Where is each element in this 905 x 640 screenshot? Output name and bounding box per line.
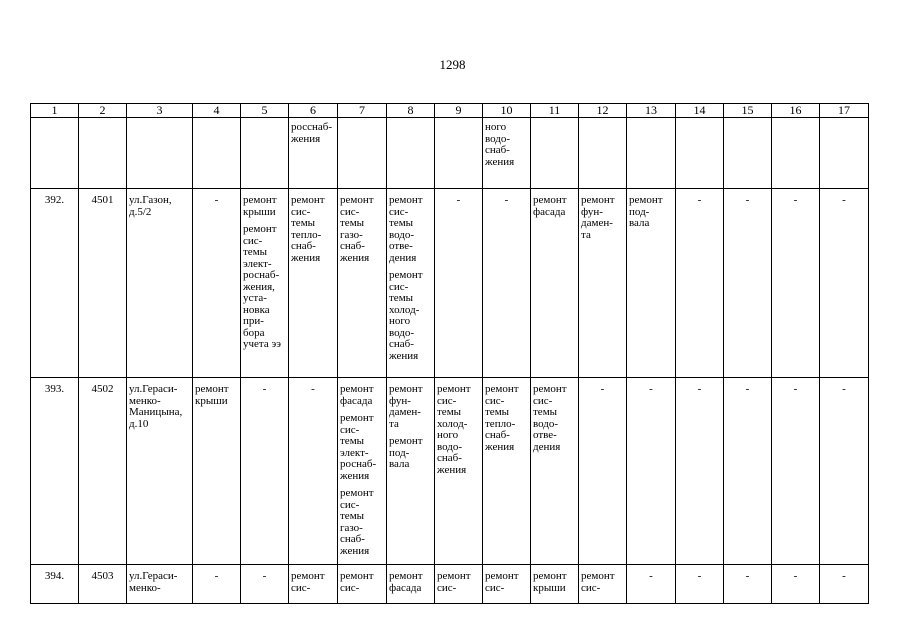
table-row <box>31 189 869 378</box>
row-number-cell: 392. <box>31 189 79 378</box>
continuation-cell-6: росснаб- жения <box>289 118 338 189</box>
column-number-12: 12 <box>579 104 627 118</box>
work-cell-15: - <box>724 189 772 378</box>
continuation-cell-12 <box>579 118 627 189</box>
work-cell-11: ремонт сис- темы водо- отве- дения <box>531 378 579 565</box>
work-cell-15: - <box>724 378 772 565</box>
work-cell-16: - <box>772 565 820 604</box>
building-code-cell: 4502 <box>79 378 127 565</box>
work-cell-14: - <box>676 189 724 378</box>
column-number-1: 1 <box>31 104 79 118</box>
continuation-cell-15 <box>724 118 772 189</box>
work-cell-7 <box>338 378 387 565</box>
continuation-row <box>31 118 869 189</box>
work-cell-5 <box>241 189 289 378</box>
work-cell-12: ремонт сис- <box>579 565 627 604</box>
work-item: ремонт под- вала <box>389 435 423 470</box>
address-cell: ул.Гераси- менко- <box>127 565 193 604</box>
work-cell-11: ремонт крыши <box>531 565 579 604</box>
page-number: 1298 <box>439 57 466 72</box>
work-cell-9: ремонт сис- <box>435 565 483 604</box>
work-cell-5: - <box>241 378 289 565</box>
table-row <box>31 565 869 604</box>
column-number-10: 10 <box>483 104 531 118</box>
work-item: ремонт сис- темы холод- ного водо- снаб- жения <box>389 269 423 362</box>
work-item: ремонт сис- темы водо- отве- дения <box>389 194 423 264</box>
work-cell-16: - <box>772 378 820 565</box>
continuation-cell-16 <box>772 118 820 189</box>
work-cell-15: - <box>724 565 772 604</box>
work-cell-16: - <box>772 189 820 378</box>
work-item: ремонт фасада <box>340 383 374 407</box>
work-cell-8 <box>387 189 435 378</box>
column-number-4: 4 <box>193 104 241 118</box>
column-number-11: 11 <box>531 104 579 118</box>
work-item: ремонт сис- темы элект- роснаб- жения <box>340 412 377 482</box>
work-cell-6: ремонт сис- <box>289 565 338 604</box>
continuation-cell-1 <box>31 118 79 189</box>
work-cell-17: - <box>820 378 869 565</box>
work-cell-5: - <box>241 565 289 604</box>
work-cell-17: - <box>820 189 869 378</box>
work-cell-10: ремонт сис- темы тепло- снаб- жения <box>483 378 531 565</box>
continuation-cell-10: ного водо- снаб- жения <box>483 118 531 189</box>
work-cell-4: ремонт крыши <box>193 378 241 565</box>
column-number-2: 2 <box>79 104 127 118</box>
building-code-cell: 4501 <box>79 189 127 378</box>
continuation-cell-4 <box>193 118 241 189</box>
continuation-cell-9 <box>435 118 483 189</box>
work-cell-10: - <box>483 189 531 378</box>
work-cell-6: - <box>289 378 338 565</box>
work-cell-6: ремонт сис- темы тепло- снаб- жения <box>289 189 338 378</box>
continuation-cell-7 <box>338 118 387 189</box>
work-cell-4: - <box>193 565 241 604</box>
column-number-5: 5 <box>241 104 289 118</box>
work-cell-8 <box>387 378 435 565</box>
work-cell-12: ремонт фун- дамен- та <box>579 189 627 378</box>
column-number-3: 3 <box>127 104 193 118</box>
continuation-cell-3 <box>127 118 193 189</box>
work-cell-4: - <box>193 189 241 378</box>
work-item: ремонт крыши <box>243 194 277 218</box>
column-number-row <box>31 104 869 118</box>
work-item: ремонт фун- дамен- та <box>389 383 423 430</box>
continuation-cell-2 <box>79 118 127 189</box>
table-row <box>31 378 869 565</box>
column-number-9: 9 <box>435 104 483 118</box>
work-item: ремонт сис- темы газо- снаб- жения <box>340 487 374 557</box>
work-cell-14: - <box>676 565 724 604</box>
work-cell-8: ремонт фасада <box>387 565 435 604</box>
work-cell-9: - <box>435 189 483 378</box>
work-cell-13: ремонт под- вала <box>627 189 676 378</box>
column-number-6: 6 <box>289 104 338 118</box>
work-item: ремонт сис- темы элект- роснаб- жения, уста- новка при- бора учета ээ <box>243 223 281 350</box>
continuation-cell-11 <box>531 118 579 189</box>
work-cell-17: - <box>820 565 869 604</box>
address-cell: ул.Газон, д.5/2 <box>127 189 193 378</box>
column-number-15: 15 <box>724 104 772 118</box>
work-cell-14: - <box>676 378 724 565</box>
repair-schedule-table <box>30 103 869 604</box>
continuation-cell-8 <box>387 118 435 189</box>
column-number-17: 17 <box>820 104 869 118</box>
column-number-16: 16 <box>772 104 820 118</box>
address-cell: ул.Гераси- менко- Маницына, д.10 <box>127 378 193 565</box>
column-number-13: 13 <box>627 104 676 118</box>
work-cell-13: - <box>627 565 676 604</box>
column-number-7: 7 <box>338 104 387 118</box>
work-cell-9: ремонт сис- темы холод- ного водо- снаб- жения <box>435 378 483 565</box>
work-cell-13: - <box>627 378 676 565</box>
work-cell-10: ремонт сис- <box>483 565 531 604</box>
building-code-cell: 4503 <box>79 565 127 604</box>
continuation-cell-17 <box>820 118 869 189</box>
row-number-cell: 393. <box>31 378 79 565</box>
work-cell-11: ремонт фасада <box>531 189 579 378</box>
work-cell-12: - <box>579 378 627 565</box>
work-cell-7: ремонт сис- темы газо- снаб- жения <box>338 189 387 378</box>
column-number-14: 14 <box>676 104 724 118</box>
column-number-8: 8 <box>387 104 435 118</box>
work-cell-7: ремонт сис- <box>338 565 387 604</box>
row-number-cell: 394. <box>31 565 79 604</box>
continuation-cell-5 <box>241 118 289 189</box>
continuation-cell-13 <box>627 118 676 189</box>
continuation-cell-14 <box>676 118 724 189</box>
